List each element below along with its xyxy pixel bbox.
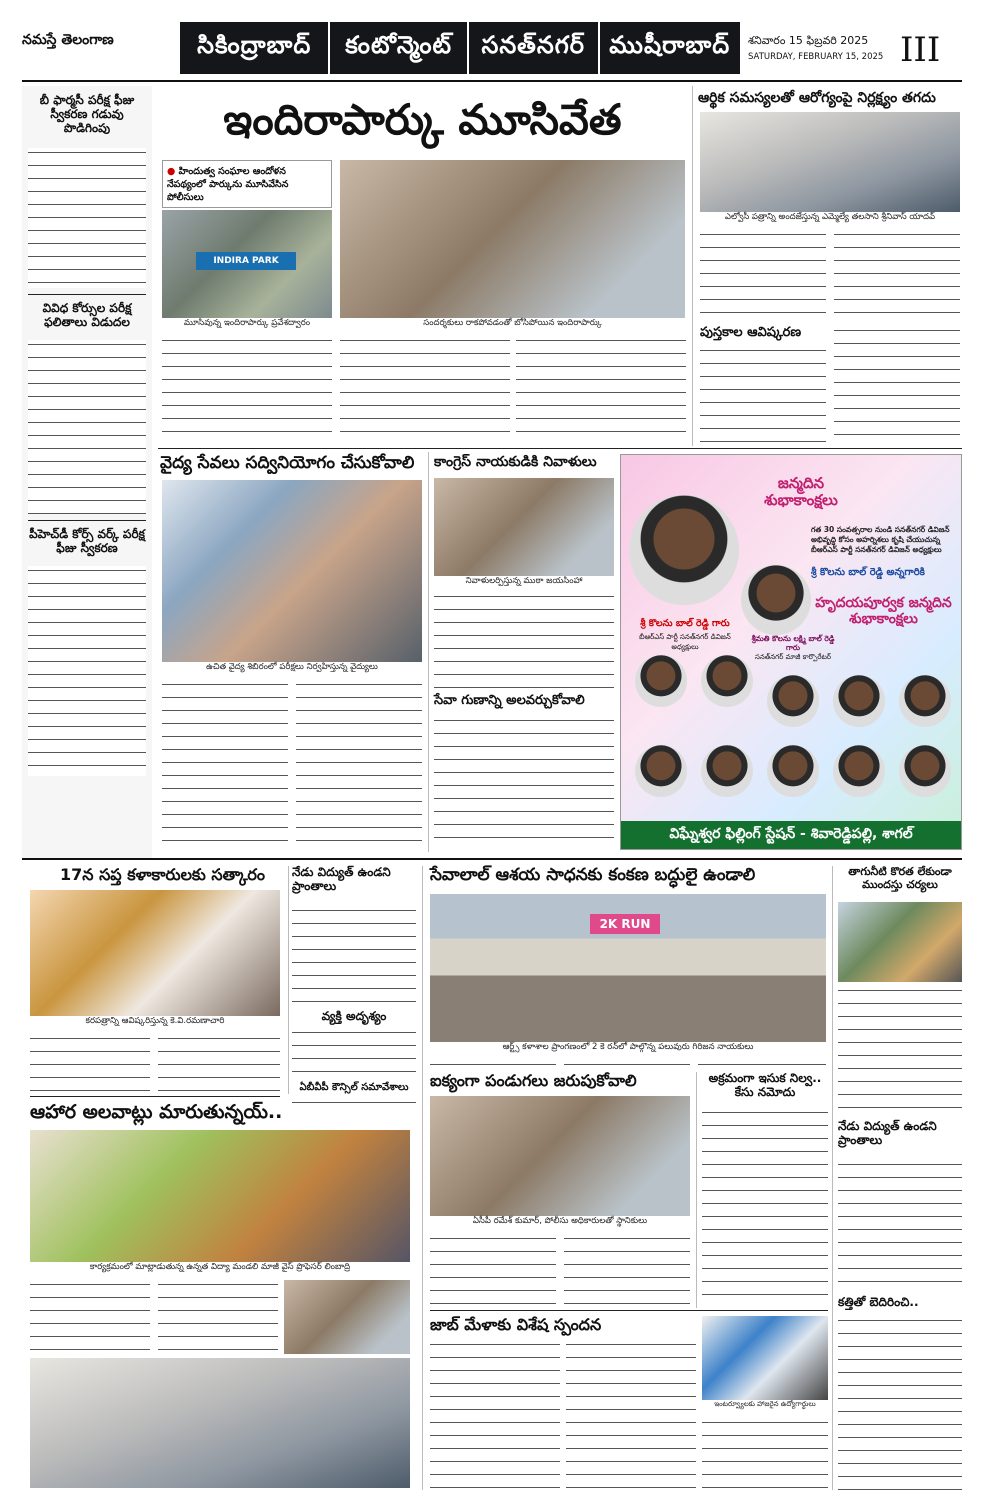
caption-food-habits: కార్యక్రమంలో మాట్లాడుతున్న ఉన్నత విద్యా మండలి మాజీ వైస్ ప్రొఫెసర్ లింబాద్రి xyxy=(30,1262,410,1276)
photo-artists xyxy=(30,890,280,1016)
sand-body xyxy=(702,1108,828,1304)
festival-body1 xyxy=(430,1234,556,1304)
ad-footer-bar: విఘ్నేశ్వర ఫిల్లింగ్ స్టేషన్ - శివారెడ్డిపల్లి, శాగల్ xyxy=(621,821,961,849)
column-divider xyxy=(696,1072,697,1308)
sidebar-story3-text xyxy=(28,566,146,776)
photo-book-release xyxy=(30,1358,410,1488)
photo-2k-run xyxy=(430,894,826,1042)
gate-sign: INDIRA PARK xyxy=(196,252,296,270)
power-outage-headline: నేడు విద్యుత్ ఉండని ప్రాంతాలు xyxy=(292,865,391,893)
book-release-body2 xyxy=(834,326,960,444)
section-rule xyxy=(22,858,962,860)
jobmela-body2 xyxy=(566,1340,696,1490)
artists-headline: 17న సప్త కళాకారులకు సత్కారం xyxy=(60,865,265,884)
book-release-body1 xyxy=(700,346,826,444)
sand-headline: అక్రమంగా ఇసుక నిల్వ.. కేసు నమోదు xyxy=(708,1071,822,1099)
food-habits-body1 xyxy=(30,1280,150,1354)
sidebar-story2-text xyxy=(28,340,146,514)
medical-camp-body2 xyxy=(296,680,422,848)
ad-name-main: శ్రీ కొలను బాల్ రెడ్డి గారు xyxy=(640,618,730,629)
sevalal-body1 xyxy=(430,1060,556,1068)
caption-2k-run: ఆర్ట్స్ కళాశాల ప్రాంగణంలో 2 కె రన్‌లో పాల్గొన్న పలువురు గిరిజన నాయకులు xyxy=(430,1042,826,1056)
medical-camp-body1 xyxy=(162,680,288,848)
lead-kicker xyxy=(162,160,332,208)
top-right-body1 xyxy=(700,230,826,322)
ad-portrait-lady xyxy=(741,565,811,635)
top-right-body2 xyxy=(834,230,960,322)
birthday-advertisement xyxy=(620,454,962,850)
caption-loc-handover: ఎల్వోసీ పత్రాన్ని అందజేస్తున్న ఎమ్మెల్యే తలసాని శ్రీనివాస్ యాదవ్ xyxy=(700,212,960,226)
ad-wish: హృదయపూర్వక జన్మదిన శుభాకాంక్షలు xyxy=(815,595,952,628)
ad-portrait-supporter xyxy=(767,745,819,797)
artists-body1 xyxy=(30,1034,150,1092)
ad-name-lady: శ్రీమతి కొలను లక్ష్మి బాల్ రెడ్డి గారు xyxy=(751,634,835,652)
sidebar-story1-text xyxy=(28,148,146,288)
photo-water-inspection xyxy=(838,902,962,982)
jobmela-headline: జాబ్ మేళాకు విశేష స్పందన xyxy=(430,1315,602,1334)
ad-honoree: శ్రీ కొలను బాల్ రెడ్డి అన్నగారికి xyxy=(811,567,925,578)
sevalal-headline: సేవాలాల్ ఆశయ సాధనకు కంకణ బద్ధులై ఉండాలి xyxy=(430,865,756,885)
knife-threat-headline: కత్తితో బెదిరించి.. xyxy=(838,1295,919,1309)
sidebar-story1-headline: బీ ఫార్మసీ పరీక్ష ఫీజు స్వీకరణ గడువు పొడిగింపు xyxy=(39,93,135,135)
caption-jobmela: ఇంటర్వ్యూలకు హాజరైన ఉద్యోగార్థులు xyxy=(702,1400,828,1414)
caption-festival: ఏసీపీ రమేశ్ కుమార్, పోలీసు అధికారులతో స్థానికులు xyxy=(430,1216,690,1230)
ad-portrait-supporter xyxy=(635,745,687,797)
lead-kicker-text: హిందుత్వ సంఘాల ఆందోళన నేపథ్యంలో పార్కును మూసివేసిన పోలీసులు xyxy=(167,166,289,203)
jobmela-body3 xyxy=(702,1418,828,1490)
sevalal-body3 xyxy=(698,1060,826,1068)
water-headline: తాగునీటి కొరత లేకుండా ముందస్తు చర్యలు xyxy=(848,865,952,891)
caption-medical-camp: ఉచిత వైద్య శిబిరంలో పరీక్షలు నిర్వహిస్తున్న వైద్యులు xyxy=(162,662,422,676)
section-rule xyxy=(430,1310,828,1311)
photo-jobmela xyxy=(702,1316,828,1400)
photo-empty-park xyxy=(340,160,685,318)
lead-body-col1 xyxy=(162,336,332,442)
sidebar-story2-headline: వివిధ కోర్సుల పరీక్ష ఫలితాలు విడుదల xyxy=(42,301,132,329)
ad-portrait-supporter xyxy=(899,745,951,797)
power-outage2-headline: నేడు విద్యుత్ ఉండని ప్రాంతాలు xyxy=(838,1119,937,1147)
column-divider xyxy=(428,452,429,852)
photo-festival-meeting xyxy=(430,1096,690,1216)
missing-person-headline: వ్యక్తి అదృశ్యం xyxy=(321,1009,387,1023)
photo-indira-park-gate xyxy=(162,210,332,318)
photo-food-habits xyxy=(30,1130,410,1262)
section-musheerabad: ముషీరాబాద్ xyxy=(609,31,731,59)
masthead-rule xyxy=(22,80,962,82)
sevalal-body2 xyxy=(564,1060,690,1068)
tribute-body xyxy=(434,592,614,690)
date-english: SATURDAY, FEBRUARY 15, 2025 xyxy=(748,52,884,62)
abvp-body xyxy=(292,1098,416,1110)
ad-portrait-supporter xyxy=(767,675,819,727)
sidebar-divider xyxy=(28,294,146,295)
section-rule xyxy=(30,1096,280,1097)
sub-head-book-release: పుస్తకాల ఆవిష్కరణ xyxy=(700,325,802,340)
masthead-sections-band xyxy=(180,22,740,74)
tribute-headline: కాంగ్రెస్ నాయకుడికి నివాళులు xyxy=(434,454,597,470)
caption-park-gate: మూసివున్న ఇందిరాపార్కు ప్రవేశద్వారం xyxy=(162,318,332,332)
banner-2k-run: 2K RUN xyxy=(590,914,660,934)
masthead-brand: నమస్తే తెలంగాణ xyxy=(22,32,114,48)
ad-top-greeting: జన్మదిన శుభాకాంక్షలు xyxy=(764,474,838,510)
photo-medical-camp xyxy=(162,480,422,662)
section-cantonment: కంటోన్మెంట్ xyxy=(330,22,469,74)
bullet-icon: ● xyxy=(167,166,179,177)
photo-tribute xyxy=(434,478,614,576)
sidebar-divider xyxy=(28,520,146,521)
ad-portrait-supporter xyxy=(635,655,687,707)
lead-headline: ఇందిరాపార్కు మూసివేత xyxy=(223,95,622,144)
water-body xyxy=(838,986,962,1114)
lead-body-col3 xyxy=(516,336,686,442)
power-outage2-body xyxy=(838,1160,962,1286)
missing-person-body xyxy=(292,1028,416,1080)
ad-portrait-main xyxy=(629,495,739,605)
column-divider xyxy=(832,866,833,1490)
power-outage-body xyxy=(292,906,416,1006)
ad-portrait-supporter xyxy=(833,745,885,797)
abvp-headline: ఏబీవీపీ కౌన్సిల్ సమావేశాలు xyxy=(299,1082,409,1093)
jobmela-body1 xyxy=(430,1340,560,1490)
festival-body2 xyxy=(564,1234,690,1304)
service-body xyxy=(434,716,614,848)
column-divider xyxy=(288,866,289,1094)
ad-name-lady-sub: సనత్‌నగర్ మాజీ కార్పొరేటర్ xyxy=(754,653,832,661)
page-number: III xyxy=(900,30,941,70)
ad-portrait-supporter xyxy=(899,675,951,727)
ad-note: గత 30 సంవత్సరాల నుండి సనత్‌నగర్ డివిజన్ అభివృద్ధి కోసం అహర్నిశలు కృషి చేయుచున్న బీఆర్ఎస్ పార్టీ సనత్‌నగర్ డివిజన్ అధ్యక్షులు xyxy=(811,525,950,554)
ad-portrait-supporter xyxy=(701,655,753,707)
date-telugu: శనివారం 15 ఫిబ్రవరి 2025 xyxy=(748,34,869,47)
section-rule xyxy=(158,448,962,449)
lead-body-col2 xyxy=(340,336,510,442)
festival-headline: ఐక్యంగా పండుగలు జరుపుకోవాలి xyxy=(430,1071,637,1090)
top-right-headline: ఆర్థిక సమస్యలతో ఆరోగ్యంపై నిర్లక్ష్యం తగదు xyxy=(698,90,936,106)
caption-artists: కరపత్రాన్ని ఆవిష్కరిస్తున్న కె.వి.రమణాచారి xyxy=(30,1016,280,1030)
ad-name-main-sub: బీఆర్ఎస్ పార్టీ సనత్‌నగర్ డివిజన్ అధ్యక్షులు xyxy=(639,633,731,651)
ad-portrait-supporter xyxy=(833,675,885,727)
food-habits-headline: ఆహార అలవాట్లు మారుతున్నయ్.. xyxy=(30,1101,283,1123)
artists-body2 xyxy=(158,1034,280,1092)
section-sanathnagar: సనత్‌నగర్ xyxy=(469,22,600,74)
photo-loc-handover xyxy=(700,112,960,212)
knife-threat-body xyxy=(838,1316,962,1490)
caption-tribute: నివాళులర్పిస్తున్న ముఠా జయసింహా xyxy=(434,576,614,590)
section-secunderabad: సికింద్రాబాద్ xyxy=(180,22,330,74)
caption-empty-park: సందర్శకులు రాకపోవడంతో బోసిపోయిన ఇందిరాపార్కు xyxy=(340,318,685,332)
ad-portrait-supporter xyxy=(701,745,753,797)
column-divider xyxy=(422,866,423,1490)
column-divider xyxy=(692,86,693,446)
medical-camp-headline: వైద్య సేవలు సద్వినియోగం చేసుకోవాలి xyxy=(160,453,415,473)
photo-food-habits-portrait xyxy=(284,1280,410,1354)
sidebar-story3-headline: పీహెచ్‌డీ కోర్స్ వర్క్ పరీక్ష ఫీజు స్వీకరణ xyxy=(29,527,145,555)
sub-head-service: సేవా గుణాన్ని అలవర్చుకోవాలి xyxy=(434,693,585,708)
food-habits-body2 xyxy=(158,1280,278,1354)
